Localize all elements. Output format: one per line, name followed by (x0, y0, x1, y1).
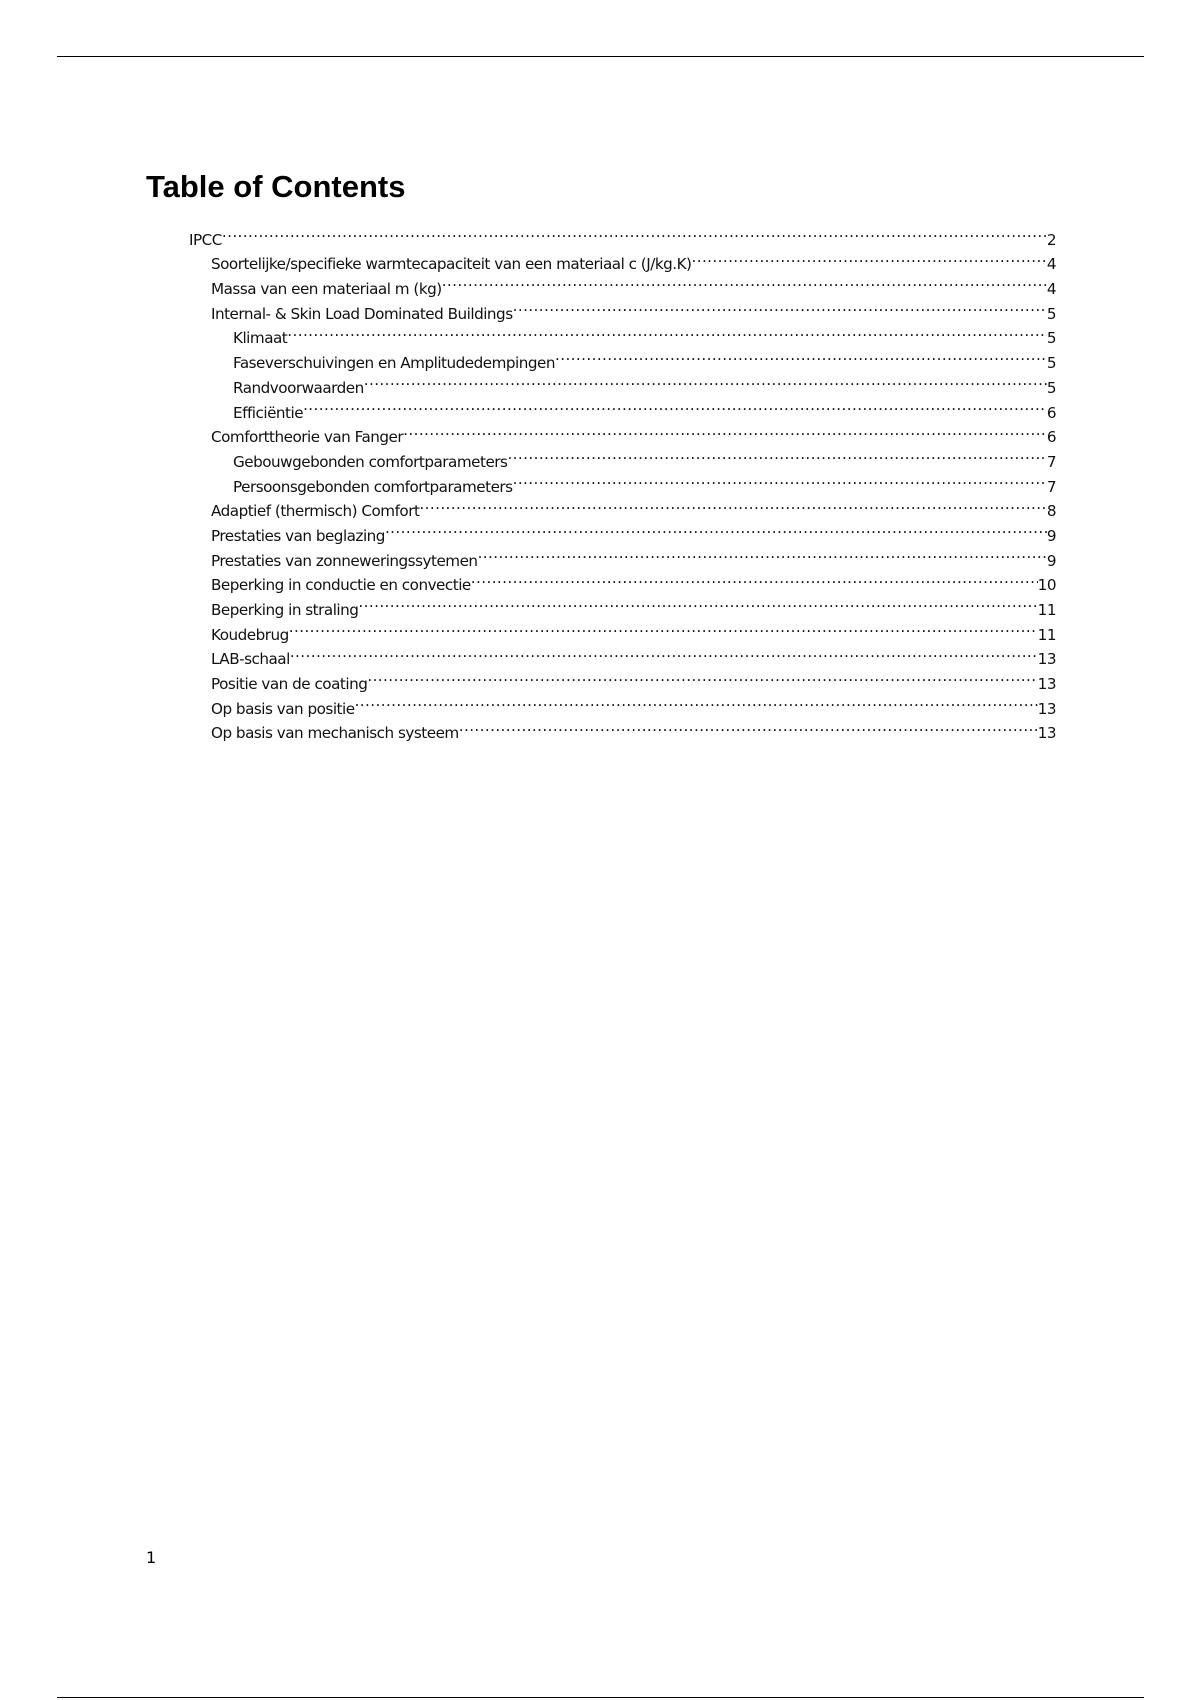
toc-entry-page: 4 (1046, 255, 1056, 274)
toc-entry[interactable] (233, 368, 1056, 397)
toc-entry-page: 10 (1037, 576, 1056, 595)
toc-entry-page: 13 (1037, 699, 1056, 718)
toc-entry-page: 5 (1046, 304, 1056, 323)
toc-list (0, 220, 1200, 743)
toc-entry-label: Op basis van mechanisch systeem (211, 724, 459, 743)
toc-entry[interactable] (211, 418, 1056, 447)
toc-entry-page: 9 (1046, 526, 1056, 545)
toc-entry[interactable] (233, 467, 1056, 496)
toc-entry-page: 6 (1046, 403, 1056, 422)
toc-entry-label: Randvoorwaarden (233, 378, 364, 397)
toc-leader-dots (364, 368, 1047, 393)
page-number: 1 (146, 1548, 157, 1567)
toc-leader-dots (442, 269, 1047, 294)
toc-leader-dots (367, 664, 1037, 689)
toc-entry-label: Adaptief (thermisch) Comfort (211, 502, 420, 521)
toc-entry-label: Comforttheorie van Fanger (211, 428, 404, 447)
toc-entry-label: IPCC (189, 230, 222, 249)
toc-entry[interactable] (233, 393, 1056, 422)
toc-entry[interactable] (211, 590, 1056, 619)
toc-leader-dots (290, 640, 1038, 665)
toc-entry-page: 11 (1037, 625, 1056, 644)
toc-entry-page: 2 (1046, 230, 1056, 249)
toc-entry[interactable] (211, 541, 1056, 570)
toc-entry[interactable] (211, 245, 1056, 274)
toc-entry[interactable] (211, 615, 1056, 644)
toc-entry[interactable] (211, 640, 1056, 669)
toc-leader-dots (471, 566, 1038, 591)
toc-entry-page: 7 (1046, 452, 1056, 471)
toc-entry-page: 5 (1046, 354, 1056, 373)
toc-leader-dots (385, 516, 1047, 541)
toc-entry-page: 4 (1046, 280, 1056, 299)
toc-entry[interactable] (233, 442, 1056, 471)
toc-leader-dots (222, 220, 1047, 245)
toc-entry-label: Beperking in conductie en convectie (211, 576, 471, 595)
toc-entry-label: Op basis van positie (211, 699, 355, 718)
toc-entry-label: Positie van de coating (211, 675, 368, 694)
toc-leader-dots (287, 319, 1047, 344)
toc-leader-dots (358, 590, 1037, 615)
toc-entry-page: 7 (1046, 477, 1056, 496)
toc-entry-label: Prestaties van beglazing (211, 526, 385, 545)
toc-entry-page: 13 (1037, 724, 1056, 743)
toc-entry-label: Massa van een materiaal m (kg) (211, 280, 442, 299)
toc-entry[interactable] (211, 566, 1056, 595)
toc-entry-label: Gebouwgebonden comfortparameters (233, 452, 508, 471)
toc-entry-page: 11 (1037, 601, 1056, 619)
toc-entry[interactable] (211, 664, 1056, 694)
toc-entry-page: 13 (1037, 650, 1056, 669)
toc-entry[interactable] (211, 294, 1056, 323)
toc-entry-label: Persoonsgebonden comfortparameters (233, 477, 513, 496)
toc-entry-page: 13 (1037, 675, 1056, 694)
toc-leader-dots (303, 393, 1047, 418)
toc-leader-dots (513, 467, 1047, 492)
toc-entry[interactable] (211, 714, 1056, 743)
toc-entry-label: Efficiëntie (233, 403, 304, 422)
toc-leader-dots (459, 714, 1038, 739)
toc-leader-dots (419, 492, 1046, 517)
toc-leader-dots (403, 418, 1047, 443)
toc-leader-dots (555, 343, 1047, 368)
toc-entry[interactable] (189, 220, 1056, 249)
toc-leader-dots (478, 541, 1047, 566)
toc-leader-dots (513, 294, 1047, 319)
toc-entry[interactable] (211, 269, 1056, 299)
toc-entry[interactable] (233, 343, 1056, 373)
toc-entry-label: Internal- & Skin Load Dominated Buildings (211, 304, 513, 323)
toc-entry-page: 5 (1046, 329, 1056, 348)
toc-leader-dots (289, 615, 1038, 640)
toc-entry-page: 6 (1046, 428, 1056, 447)
toc-entry[interactable] (211, 516, 1056, 545)
toc-title: Table of Contents (146, 169, 406, 204)
toc-entry-page: 8 (1046, 502, 1056, 521)
toc-leader-dots (355, 689, 1038, 714)
toc-entry-label: Prestaties van zonneweringssytemen (211, 551, 478, 570)
toc-leader-dots (691, 245, 1046, 270)
toc-entry-label: Koudebrug (211, 625, 289, 644)
toc-entry-label: Beperking in straling (211, 601, 359, 619)
toc-entry-label: Faseverschuivingen en Amplitudedempingen (233, 354, 555, 373)
toc-entry[interactable] (211, 689, 1056, 718)
toc-entry-label: LAB-schaal (211, 650, 290, 669)
toc-entry-label: Soortelijke/specifieke warmtecapaciteit van een materiaal c (J/kg.K) (211, 255, 692, 274)
toc-entry-page: 9 (1046, 551, 1056, 570)
header-rule (57, 56, 1144, 57)
footer-rule (57, 1697, 1144, 1698)
toc-entry-page: 5 (1046, 378, 1056, 397)
toc-entry[interactable] (211, 492, 1056, 521)
toc-entry[interactable] (233, 319, 1056, 348)
toc-leader-dots (507, 442, 1046, 467)
toc-entry-label: Klimaat (233, 329, 288, 348)
